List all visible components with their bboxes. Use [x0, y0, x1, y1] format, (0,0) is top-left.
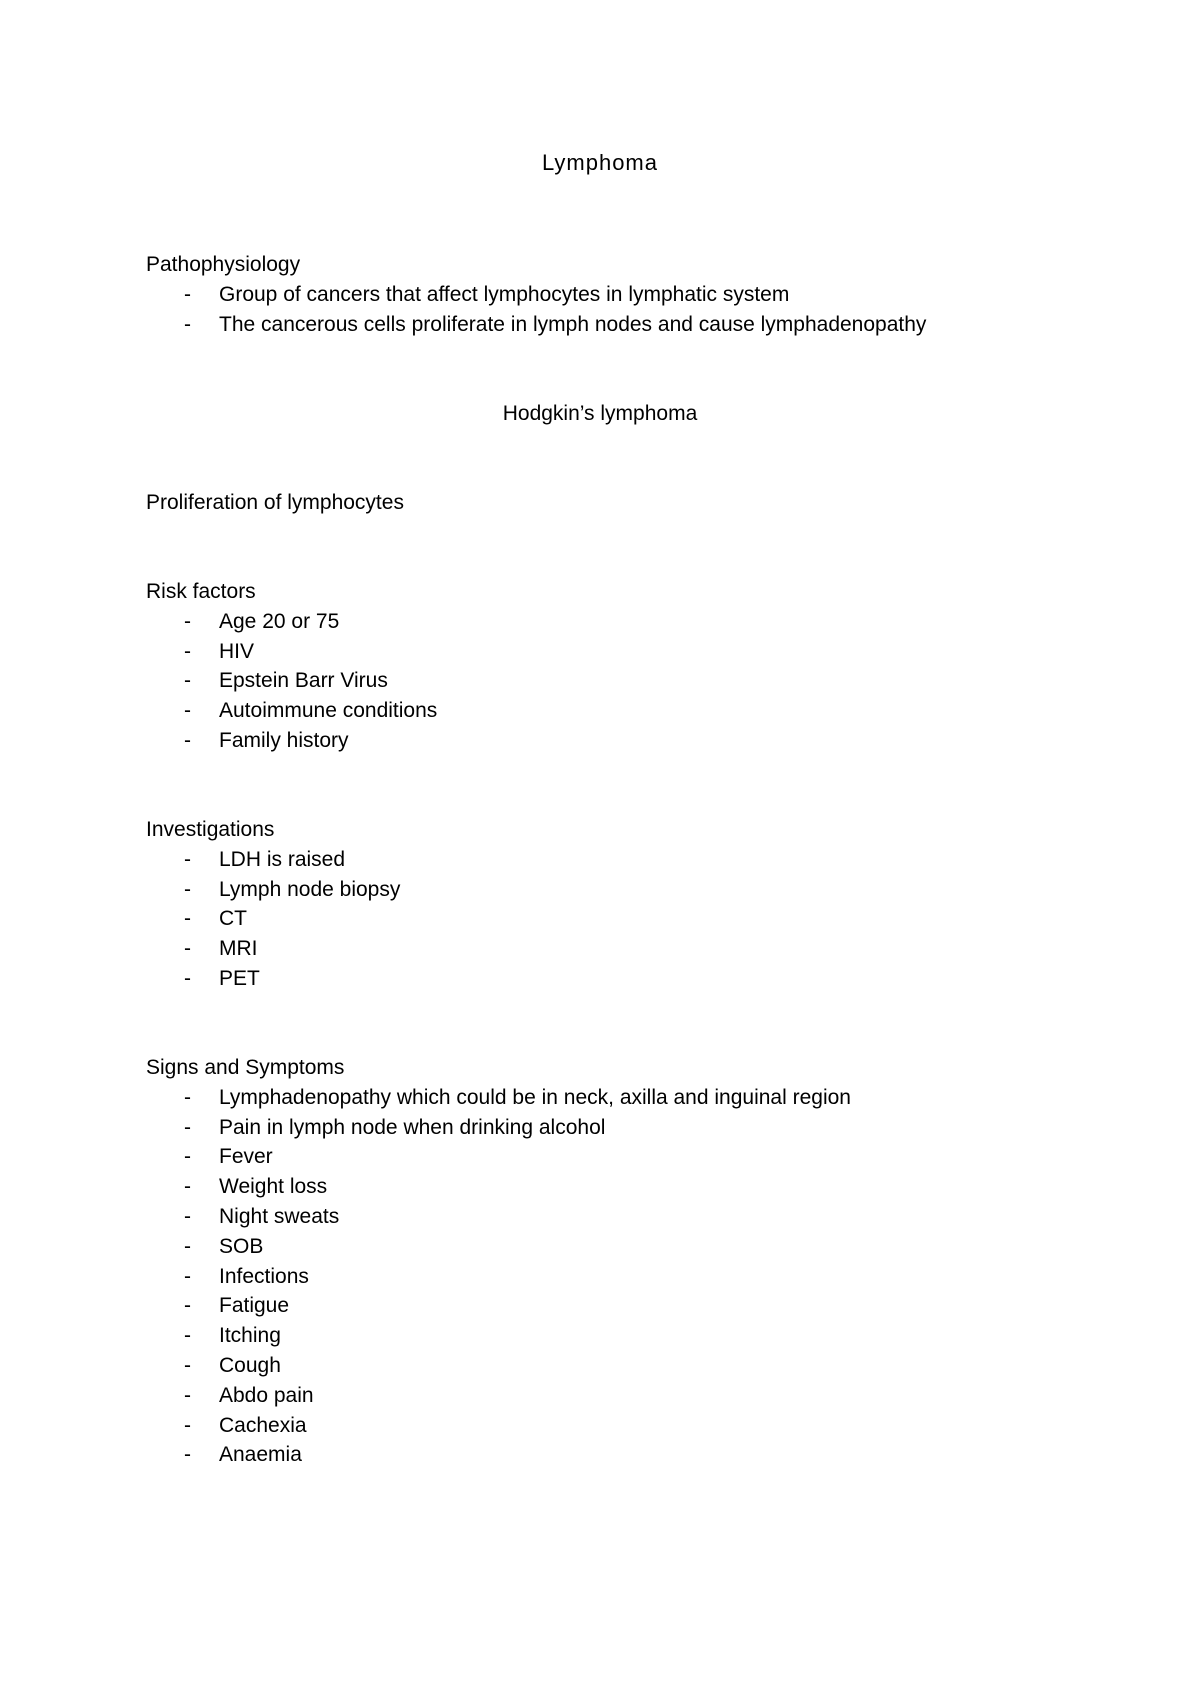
list-item [146, 637, 1146, 667]
list-item-text: Pain in lymph node when drinking alcohol [219, 1115, 606, 1139]
list-item-text: Autoimmune conditions [219, 699, 438, 723]
signs-symptoms-heading: Signs and Symptoms [146, 1056, 345, 1079]
dash-bullet: - [184, 1145, 191, 1169]
list-item-text: PET [219, 966, 260, 990]
dash-bullet: - [184, 1085, 191, 1109]
list-item [146, 1262, 1146, 1292]
list-item [146, 1142, 1146, 1172]
document-title: Lymphoma [541, 150, 658, 175]
list-item-text: Lymphadenopathy which could be in neck, axilla and inguinal region [219, 1085, 851, 1109]
list-item-text: Age 20 or 75 [219, 609, 340, 633]
list-item-text: SOB [219, 1234, 264, 1258]
list-item-text: LDH is raised [219, 847, 346, 871]
dash-bullet: - [184, 1353, 191, 1377]
investigations-heading: Investigations [146, 818, 275, 841]
list-item [146, 1113, 1146, 1143]
list-item-text: The cancerous cells proliferate in lymph nodes and cause lymphadenopathy [219, 312, 927, 336]
dash-bullet: - [184, 1383, 191, 1407]
list-item [146, 845, 1146, 875]
dash-bullet: - [184, 937, 191, 961]
signs-symptoms-section [146, 1053, 1146, 1470]
risk-factors-heading: Risk factors [146, 580, 256, 603]
dash-bullet: - [184, 699, 191, 723]
list-item-text: HIV [219, 639, 255, 663]
list-item-text: Fever [219, 1145, 273, 1169]
proliferation-line: Proliferation of lymphocytes [146, 491, 404, 514]
dash-bullet: - [184, 847, 191, 871]
dash-bullet: - [184, 966, 191, 990]
dash-bullet: - [184, 1443, 191, 1467]
risk-factors-list [146, 607, 1146, 756]
list-item-text: Cough [219, 1353, 281, 1377]
list-item [146, 1351, 1146, 1381]
list-item [146, 1381, 1146, 1411]
dash-bullet: - [184, 1294, 191, 1318]
list-item-text: Cachexia [219, 1413, 307, 1437]
pathophysiology-heading: Pathophysiology [146, 253, 301, 276]
list-item [146, 904, 1146, 934]
list-item-text: Epstein Barr Virus [219, 669, 388, 693]
list-item-text: Itching [219, 1324, 281, 1348]
proliferation-section [146, 488, 1146, 518]
list-item [146, 875, 1146, 905]
dash-bullet: - [184, 1175, 191, 1199]
dash-bullet: - [184, 639, 191, 663]
list-item-text: MRI [219, 937, 258, 961]
dash-bullet: - [184, 312, 191, 336]
dash-bullet: - [184, 1413, 191, 1437]
dash-bullet: - [184, 877, 191, 901]
list-item [146, 934, 1146, 964]
hodgkins-heading: Hodgkin’s lymphoma [502, 402, 698, 425]
list-item-text: Family history [219, 728, 349, 752]
dash-bullet: - [184, 728, 191, 752]
dash-bullet: - [184, 1234, 191, 1258]
list-item-text: Anaemia [219, 1443, 302, 1467]
list-item-text: Group of cancers that affect lymphocytes in lymphatic system [219, 282, 790, 306]
dash-bullet: - [184, 609, 191, 633]
investigations-section [146, 815, 1146, 994]
dash-bullet: - [184, 907, 191, 931]
pathophysiology-section [146, 250, 1146, 339]
list-item [146, 280, 1146, 310]
list-item [146, 310, 1146, 340]
list-item-text: Infections [219, 1264, 309, 1288]
list-item [146, 964, 1146, 994]
dash-bullet: - [184, 1324, 191, 1348]
dash-bullet: - [184, 1264, 191, 1288]
risk-factors-section [146, 577, 1146, 756]
list-item-text: Abdo pain [219, 1383, 314, 1407]
list-item [146, 1202, 1146, 1232]
list-item [146, 1440, 1146, 1470]
list-item-text: Weight loss [219, 1175, 328, 1199]
dash-bullet: - [184, 1204, 191, 1228]
list-item [146, 726, 1146, 756]
list-item [146, 666, 1146, 696]
signs-symptoms-list [146, 1083, 1146, 1470]
list-item [146, 1232, 1146, 1262]
investigations-list [146, 845, 1146, 994]
list-item-text: Fatigue [219, 1294, 290, 1318]
dash-bullet: - [184, 669, 191, 693]
list-item [146, 1083, 1146, 1113]
list-item [146, 1291, 1146, 1321]
list-item [146, 1172, 1146, 1202]
list-item [146, 1411, 1146, 1441]
list-item [146, 1321, 1146, 1351]
list-item-text: Lymph node biopsy [219, 877, 401, 901]
list-item-text: Night sweats [219, 1204, 340, 1228]
dash-bullet: - [184, 1115, 191, 1139]
list-item-text: CT [219, 907, 247, 931]
list-item [146, 607, 1146, 637]
list-item [146, 696, 1146, 726]
dash-bullet: - [184, 282, 191, 306]
pathophysiology-list [146, 280, 1146, 340]
